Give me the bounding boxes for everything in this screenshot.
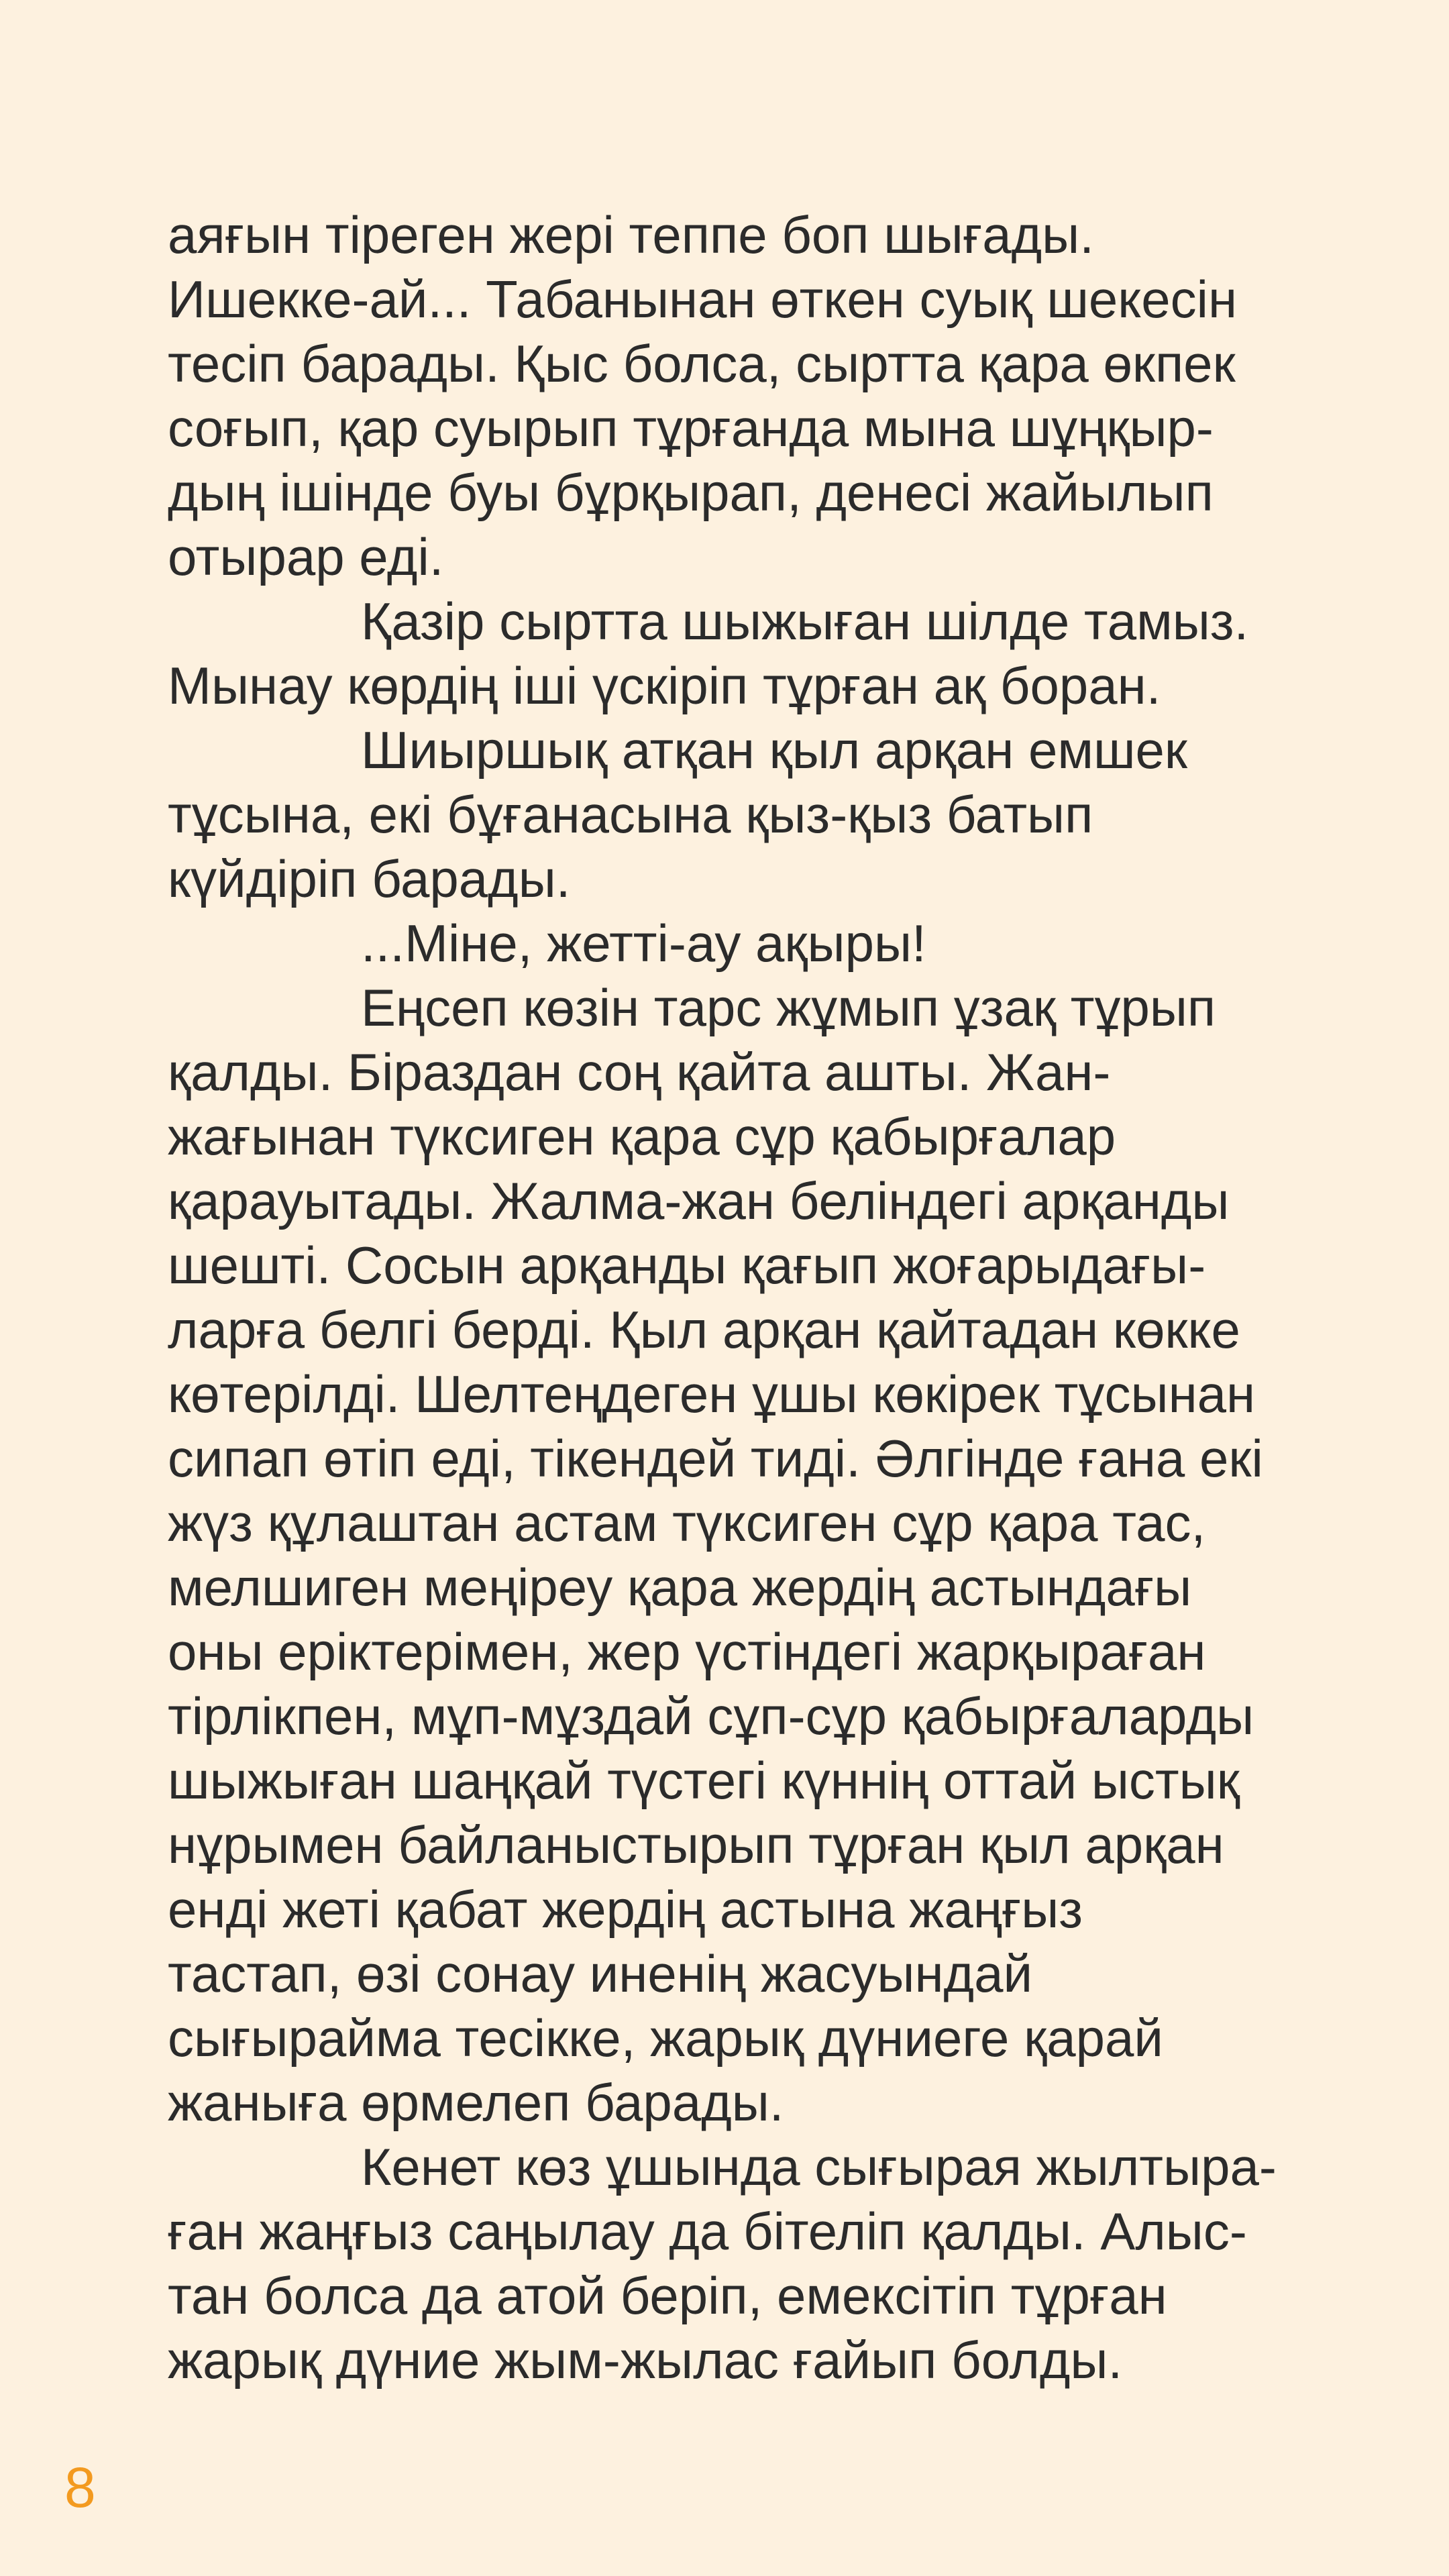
text-line: ған жаңғыз саңылау да бітеліп қалды. Алыс- [168,2202,1247,2261]
page-body-text [168,203,1342,2392]
text-line: дың ішінде буы бұрқырап, денесі жайылып [168,463,1214,522]
text-line: қарауытады. Жалма-жан беліндегі арқанды [168,1171,1230,1230]
text-line: соғып, қар суырып тұрғанда мына шұңқыр- [168,398,1214,458]
text-line: жағынан түксиген қара сұр қабырғалар [168,1107,1116,1166]
text-line: Мынау көрдің іші үскіріп тұрған ақ боран. [168,656,1161,715]
text-line: тұсына, екі бұғанасына қыз-қыз батып [168,785,1093,844]
text-line: ларға белгі берді. Қыл арқан қайтадан көкке [168,1300,1240,1359]
text-line: сипап өтіп еді, тікендей тиді. Әлгінде ғана екі [168,1429,1263,1488]
text-line: тесіп барады. Қыс болса, сыртта қара өкпек [168,334,1236,393]
text-line: тастап, өзі сонау иненің жасуындай [168,1944,1033,2003]
text-line: күйдіріп барады. [168,849,571,908]
text-line: тан болса да атой беріп, емексітіп тұрған [168,2266,1167,2325]
paragraph-start-line: Кенет көз ұшында сығырая жылтыра- [361,2137,1277,2196]
text-line: көтерілді. Шелтеңдеген ұшы көкірек тұсынан [168,1364,1256,1424]
page-number: 8 [64,2456,96,2519]
text-line: жарық дүние жым-жылас ғайып болды. [168,2330,1123,2390]
text-line: шешті. Сосын арқанды қағып жоғарыдағы- [168,1236,1206,1295]
text-line: мелшиген меңіреу қара жердің астындағы [168,1558,1192,1617]
text-line: отырар еді. [168,527,444,586]
text-line: нұрымен байланыстырып тұрған қыл арқан [168,1815,1224,1874]
paragraph-start-line: ...Міне, жетті-ау ақыры! [361,914,926,973]
text-line: енді жеті қабат жердің астына жаңғыз [168,1880,1083,1939]
text-line: жүз құлаштан астам түксиген сұр қара тас, [168,1493,1206,1552]
text-line: жаныға өрмелеп барады. [168,2073,784,2132]
text-line: тірлікпен, мұп-мұздай сұп-сұр қабырғаларды [168,1686,1254,1746]
text-line: аяғын тіреген жері теппе боп шығады. [168,205,1094,264]
text-line: Ишекке-ай... Табанынан өткен суық шекесін [168,270,1238,329]
paragraph-start-line: Шиыршық атқан қыл арқан емшек [361,720,1188,780]
text-line: қалды. Біраздан соң қайта ашты. Жан- [168,1042,1111,1102]
text-line: оны еріктерімен, жер үстіндегі жарқыраған [168,1622,1206,1681]
text-line: шыжыған шаңқай түстегі күннің оттай ыстық [168,1751,1240,1810]
text-line: сығырайма тесікке, жарық дүниеге қарай [168,2008,1163,2068]
paragraph-start-line: Еңсеп көзін тарс жұмып ұзақ тұрып [361,978,1216,1037]
paragraph-start-line: Қазір сыртта шыжыған шілде тамыз. [361,592,1249,651]
